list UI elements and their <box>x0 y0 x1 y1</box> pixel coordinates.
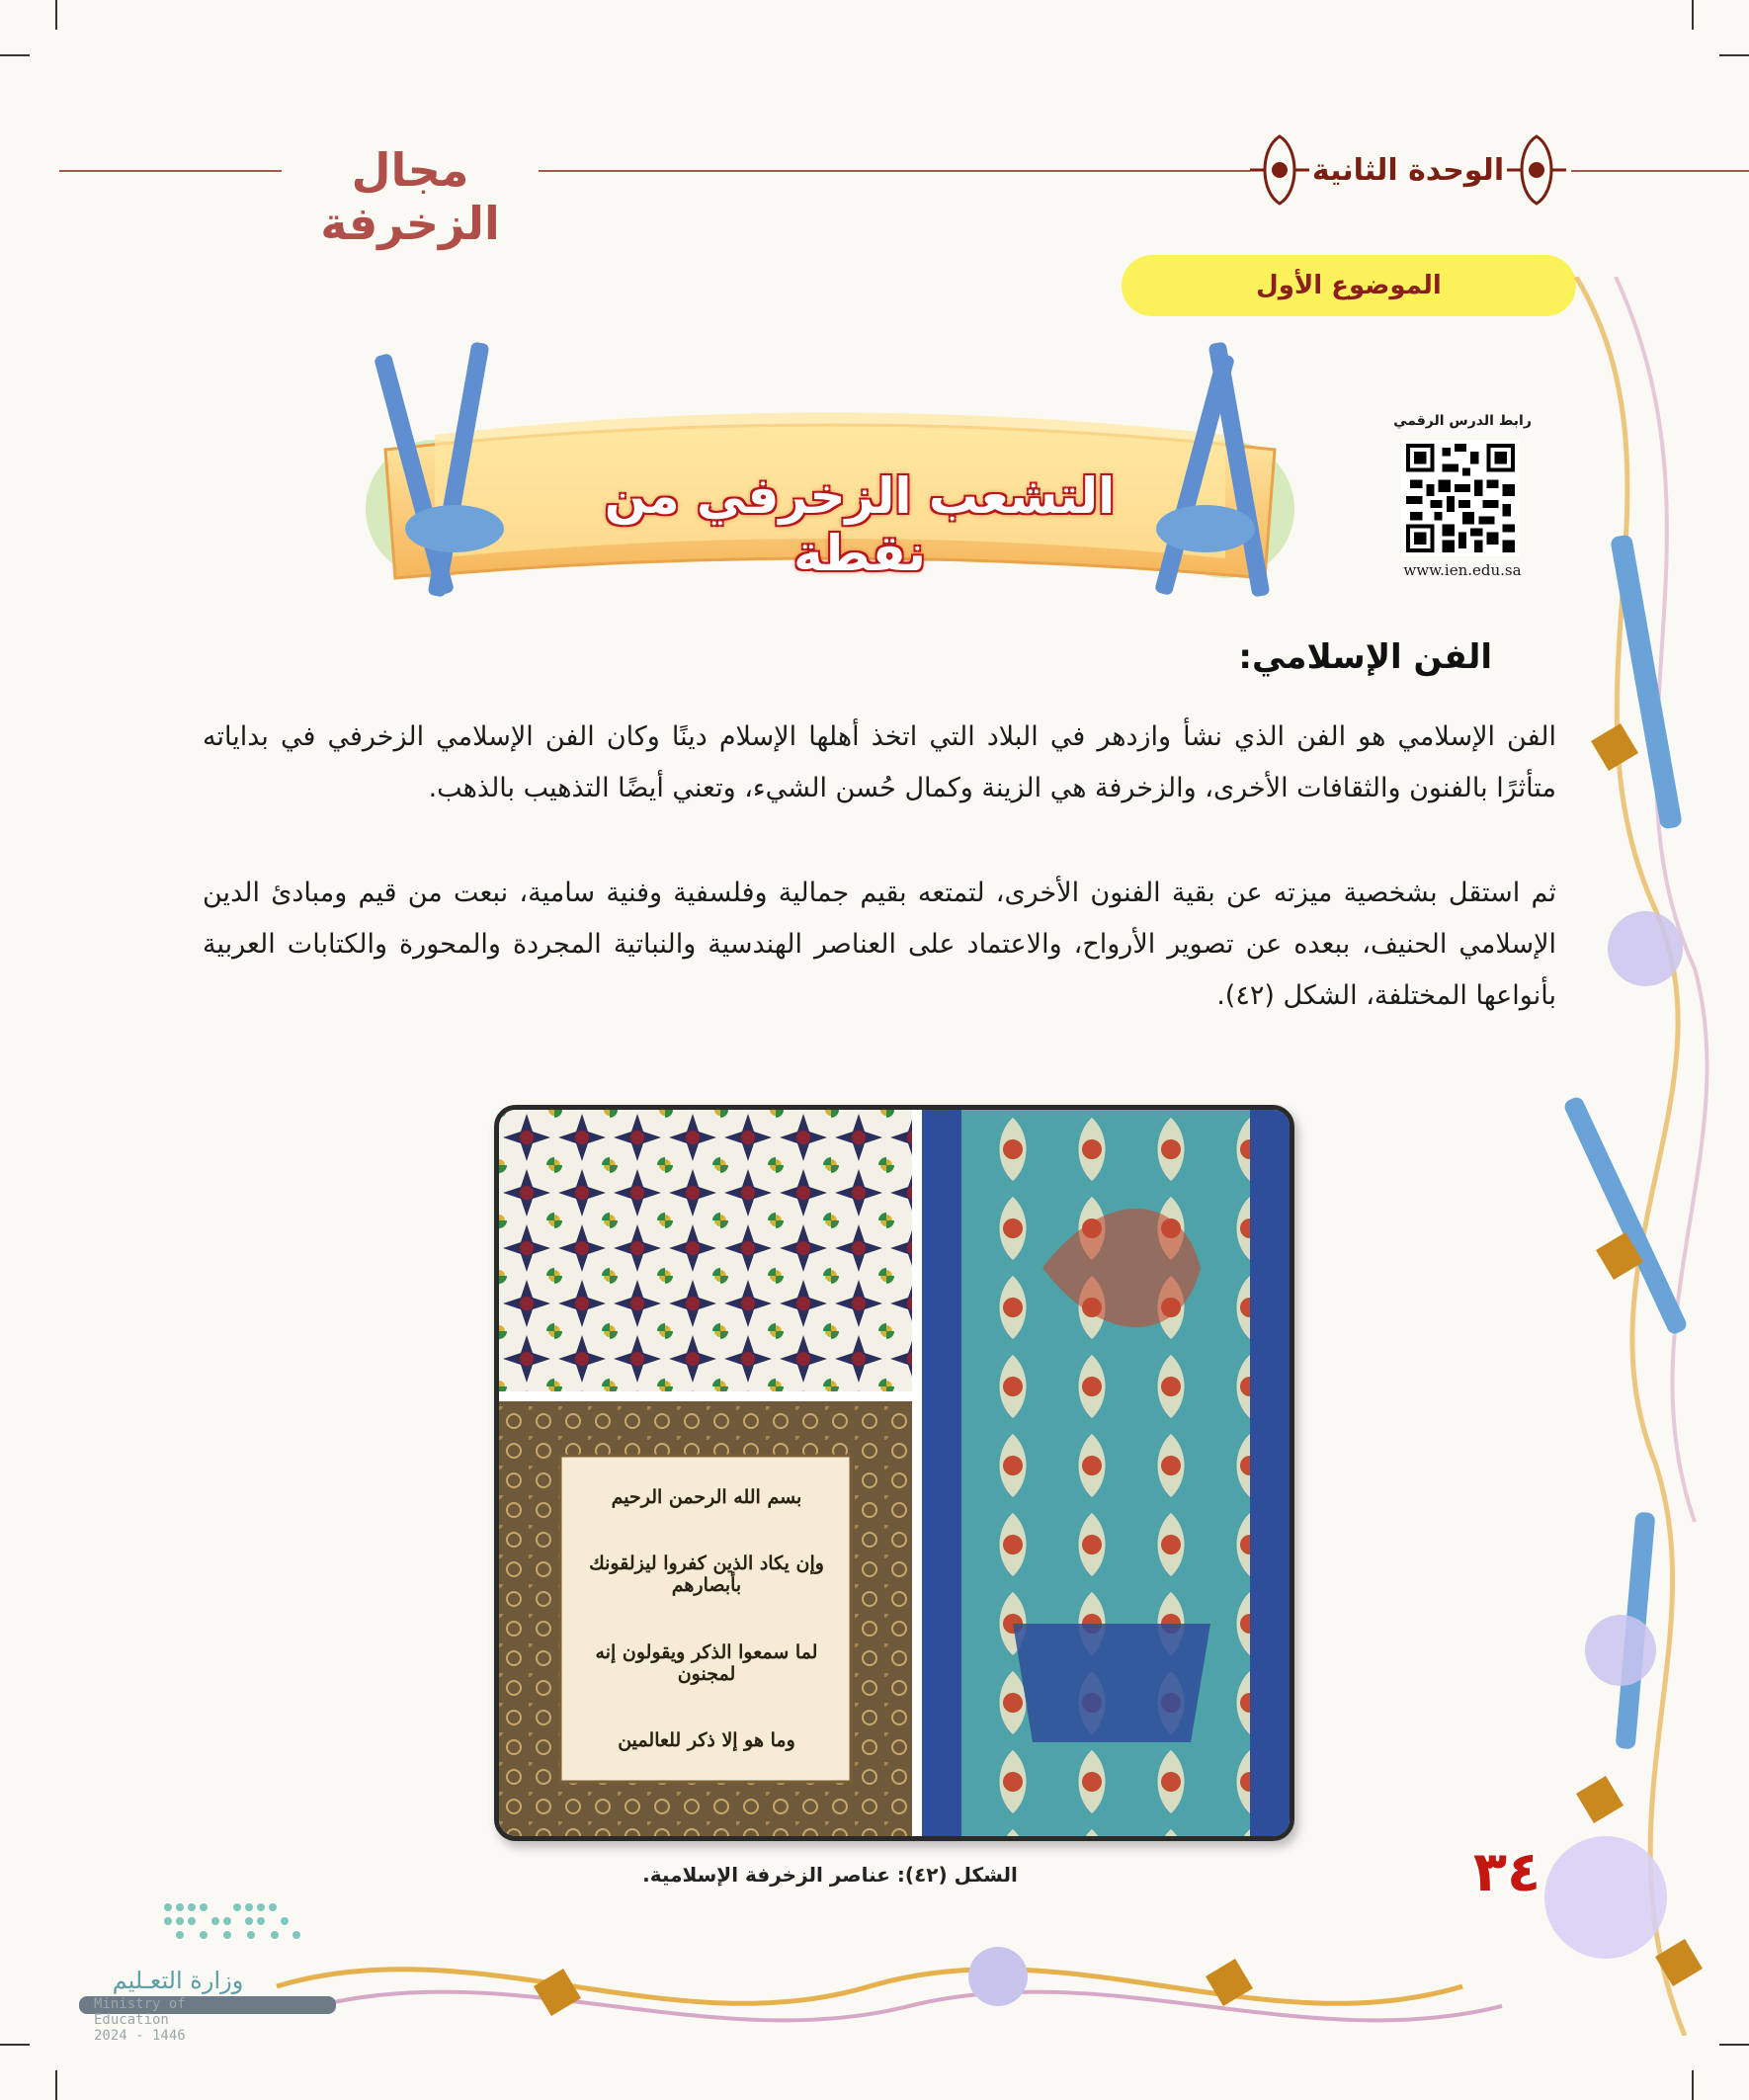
calligraphy-line: لما سمعوا الذكر ويقولون إنه لمجنون <box>595 1640 818 1685</box>
calligraphy-line: وما هو إلا ذكر للعالمين <box>618 1729 795 1752</box>
ministry-subtitle: Ministry of Education 2024 - 1446 <box>94 1996 186 2044</box>
page-number: ٣٤ <box>1472 1840 1541 1904</box>
crop-mark <box>0 2044 30 2046</box>
crop-mark <box>0 54 30 56</box>
lesson-banner <box>366 341 1294 628</box>
floral-border-decoration <box>1537 277 1749 2036</box>
topic-label <box>1122 255 1576 316</box>
section-heading: الفن الإسلامي: <box>1238 637 1492 677</box>
calligraphy-panel <box>568 1464 845 1774</box>
crop-mark <box>1719 2044 1749 2046</box>
figure-caption: الشكل (٤٢): عناصر الزخرفة الإسلامية. <box>642 1863 1018 1887</box>
field-title: مجال الزخرفة <box>320 143 500 250</box>
qr-url[interactable]: www.ien.edu.sa <box>1403 561 1522 579</box>
header-rule-left <box>59 170 282 172</box>
crop-mark <box>55 0 57 30</box>
figure-islamic-ornament <box>494 1105 1294 1841</box>
header-rule-right <box>1571 170 1749 172</box>
lesson-title: التشعب الزخرفي من نقطة <box>604 467 1116 582</box>
unit-title: الوحدة الثانية <box>1311 152 1505 188</box>
calligraphy-line: بسم الله الرحمن الرحيم <box>611 1485 802 1508</box>
crop-mark <box>1692 2070 1694 2100</box>
qr-code-icon[interactable] <box>1401 440 1520 556</box>
crop-mark <box>1692 0 1694 30</box>
calligraphy-line: وإن يكاد الذين كفروا ليزلقونك بأبصارهم <box>589 1553 824 1597</box>
ministry-name: وزارة التعـليم <box>112 1967 244 1994</box>
paragraph-2: ثم استقل بشخصية ميزته عن بقية الفنون الأخرى، لتمتعه بقيم جمالية وفلسفية وفنية سامية، نبعت من قيم ومبادئ الدين الإسلامي الحنيف، ببعده عن تصوير الأرواح، والاعتماد على العناصر الهندسية والنباتية المجردة والمحورة والكتابات العربية بأنواعها المختلفة، الشكل (٤٢). <box>203 878 1556 1011</box>
qr-caption: رابط الدرس الرقمي <box>1393 413 1532 429</box>
header-rule-middle <box>539 170 1250 172</box>
paragraph-1: الفن الإسلامي هو الفن الذي نشأ وازدهر في البلاد التي اتخذ أهلها الإسلام دينًا وكان الفن الإسلامي الزخرفي في بداياته متأثرًا بالفنون والثقافات الأخرى، والزخرفة هي الزينة وكمال حُسن الشيء، وتعني أيضًا التذهيب بالذهب. <box>203 721 1556 803</box>
topic-label-text: الموضوع الأول <box>1256 271 1442 300</box>
ornament-icon <box>1250 128 1309 211</box>
crop-mark <box>1719 54 1749 56</box>
unit-title-box <box>1250 128 1566 211</box>
ministry-logo-icon <box>158 1897 326 1957</box>
crop-mark <box>55 2070 57 2100</box>
ornament-icon <box>1507 128 1566 211</box>
